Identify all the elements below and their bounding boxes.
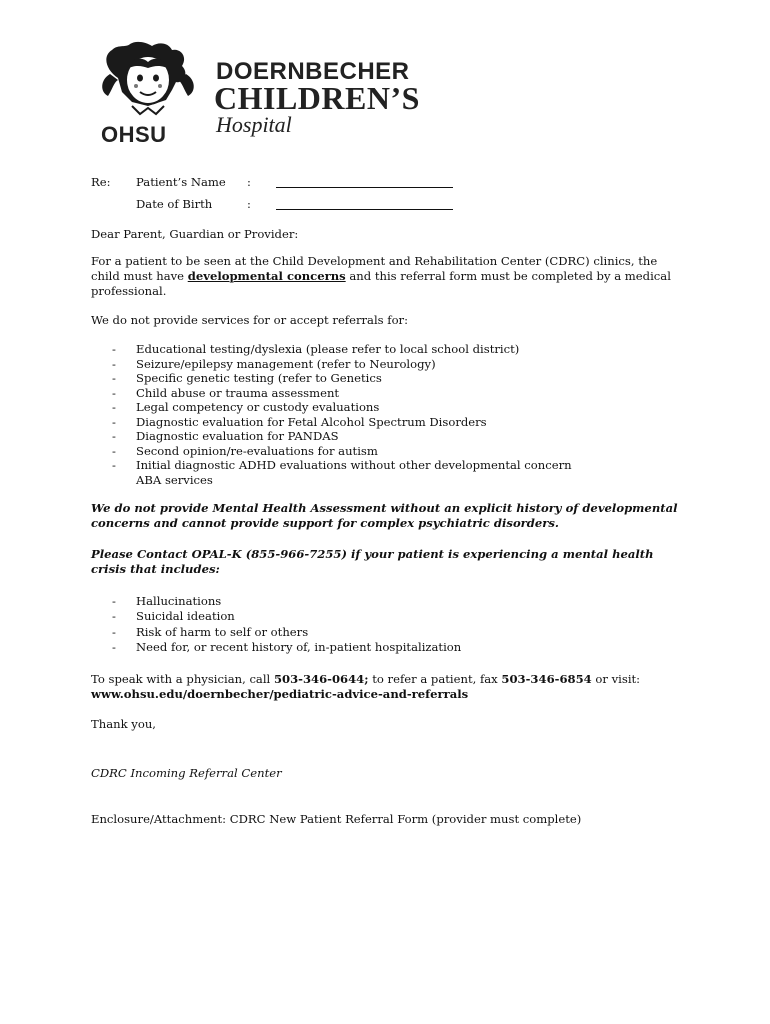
list-item: - Legal competency or custody evaluations (112, 400, 380, 414)
physician-phone: 503-346-0644; (273, 672, 369, 686)
list-item: - Second opinion/re-evaluations for autism (112, 443, 378, 458)
intro-paragraph: For a patient to be seen at the Child Development and Rehabilitation Center (CDRC) clinics, the child must have developmental concerns and this referral form must be completed by a medical professional. (91, 254, 671, 298)
list-item: - Educational testing/dyslexia (please refer to local school district) (112, 342, 520, 356)
patient-name-colon: : (247, 175, 251, 189)
list-item: - Diagnostic evaluation for Fetal Alcohol Spectrum Disorders (112, 414, 487, 429)
contact-paragraph: To speak with a physician, call 503-346-0644; to refer a patient, fax 503-346-6854 or visit: www.ohsu.edu/doernbecher/pediatric-advice-and-referrals (91, 672, 641, 701)
crisis-note: Please Contact OPAL-K (855-966-7255) if your patient is experiencing a mental health crisis that includes: (91, 547, 654, 576)
child-face-logo-icon (96, 40, 216, 124)
list-item: - Initial diagnostic ADHD evaluations without other developmental concern (112, 458, 572, 472)
list-item: - Diagnostic evaluation for PANDAS (112, 429, 339, 443)
patient-name-label: Patient’s Name (136, 175, 226, 189)
date-of-birth-colon: : (247, 197, 251, 211)
exclusions-heading: We do not provide services for or accept referrals for: (91, 313, 409, 327)
referral-url-link[interactable]: www.ohsu.edu/doernbecher/pediatric-advice-and-referrals (91, 686, 469, 701)
list-item: - Need for, or recent history of, in-patient hospitalization (112, 640, 462, 655)
list-item: - Seizure/epilepsy management (refer to Neurology) (112, 356, 436, 371)
list-item: - Child abuse or trauma assessment (112, 385, 340, 400)
list-item-continuation: ABA services (136, 472, 213, 487)
re-label: Re: (91, 175, 111, 189)
date-of-birth-field[interactable] (276, 209, 453, 210)
signature: CDRC Incoming Referral Center (91, 766, 282, 780)
logo-line-2: CHILDREN’S (214, 80, 420, 116)
patient-name-field[interactable] (276, 187, 453, 188)
date-of-birth-label: Date of Birth (136, 197, 213, 211)
logo-line-3: Hospital (216, 112, 292, 137)
logo-line-1: DOERNBECHER (216, 58, 410, 85)
closing: Thank you, (91, 717, 156, 731)
list-item: - Suicidal ideation (112, 609, 235, 624)
developmental-concerns-emphasis: developmental concerns (187, 268, 346, 283)
salutation: Dear Parent, Guardian or Provider: (91, 227, 299, 241)
referral-fax: 503-346-6854 (501, 672, 592, 686)
ohsu-logo-text: OHSU (101, 122, 167, 147)
exclusions-list (112, 342, 572, 487)
mental-health-note: We do not provide Mental Health Assessment without an explicit history of developmental concerns and cannot provide support for complex psychiatric disorders. (91, 501, 678, 530)
enclosure-note: Enclosure/Attachment: CDRC New Patient Referral Form (provider must complete) (91, 812, 582, 826)
list-item: - Risk of harm to self or others (112, 624, 309, 639)
list-item: - Hallucinations (112, 594, 222, 608)
list-item: - Specific genetic testing (refer to Genetics (112, 371, 382, 385)
crisis-list (112, 594, 461, 656)
